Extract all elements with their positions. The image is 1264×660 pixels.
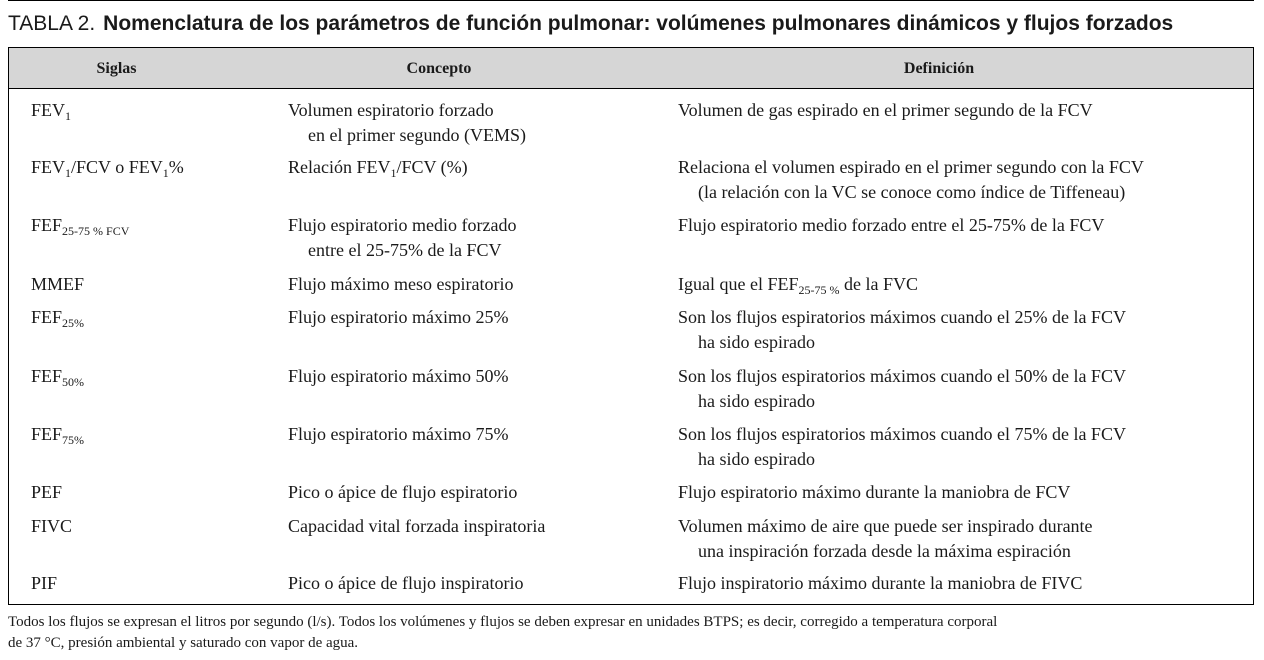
header-definicion: Definición [903,60,975,77]
table-title [8,8,1258,39]
subscript: 25-75 % FCV [62,224,130,238]
cell-line: Flujo espiratorio máximo 25% [288,307,509,327]
cell-line: Son los flujos espiratorios máximos cuando el 50% de la FCV [678,366,1126,386]
cell-concepto [288,571,523,596]
cell-sigla: $FEF_{25\%}$ [31,307,85,330]
cell-line: ha sido espirado [698,391,815,411]
cell-sigla: $FEV_1$ [31,100,72,123]
cell-line: Pico o ápice de flujo espiratorio [288,482,518,502]
cell-line: Relación $FEV_1$/FCV (%) [288,157,468,180]
cell-line: Volumen máximo de aire que puede ser inspirado durante [678,516,1093,536]
cell-line: (la relación con la VC se conoce como índice de Tiffeneau) [698,182,1126,202]
cell-sigla: $FEF_{50\%}$ [31,366,85,389]
subscript: 1 [162,166,169,180]
cell-definicion [678,98,1093,123]
cell-sigla: PIF [31,573,58,593]
cell-concepto [288,422,508,447]
cell-sigla: $FEF_{25-75 \% FCV}$ [31,215,130,238]
cell-sigla: PEF [31,482,63,502]
cell-line: Flujo espiratorio máximo 75% [288,424,509,444]
cell-line: Igual que el $FEF_{25-75 \%}$ de la FVC [678,274,918,297]
cell-line: Pico o ápice de flujo inspiratorio [288,573,524,593]
cell-line: una inspiración forzada desde la máxima espiración [698,541,1071,561]
cell-sigla: FIVC [31,516,73,536]
footnote [8,612,1258,654]
subscript: 1 [65,166,72,180]
cell-line: Flujo espiratorio máximo 50% [288,366,509,386]
cell-line: Flujo espiratorio medio forzado [288,215,517,235]
subscript: 25% [62,316,85,330]
cell-line: Volumen de gas espirado en el primer segundo de la FCV [678,100,1093,120]
cell-concepto [288,480,517,505]
cell-sigla: $FEV_1$/FCV o $FEV_1\%$ [31,157,184,180]
cell-sigla: $FEF_{75\%}$ [31,424,85,447]
title-rule [8,0,1254,1]
cell-definicion [678,571,1082,596]
cell-definicion [678,305,1126,355]
cell-line: Flujo espiratorio máximo durante la maniobra de FCV [678,482,1071,502]
cell-definicion [678,480,1070,505]
subscript: 1 [65,109,72,123]
cell-sigla: MMEF [31,274,85,294]
cell-line: Capacidad vital forzada inspiratoria [288,516,546,536]
subscript: 25-75 % [798,283,840,297]
cell-line: Flujo espiratorio medio forzado entre el 25-75% de la FCV [678,215,1105,235]
data-table [8,47,1254,605]
cell-definicion [678,155,1144,205]
cell-concepto [288,272,513,297]
cell-line: en el primer segundo (VEMS) [308,125,526,145]
cell-definicion [678,514,1093,564]
table-header [9,48,1253,89]
cell-concepto [288,98,526,148]
cell-line: Flujo inspiratorio máximo durante la maniobra de FIVC [678,573,1083,593]
table-caption: Nomenclatura de los parámetros de función pulmonar: volúmenes pulmonares dinámicos y flujos forzados [103,12,1174,35]
subscript: 75% [62,433,85,447]
cell-definicion [678,213,1104,238]
cell-concepto [288,514,545,539]
cell-definicion [678,422,1126,472]
subscript: 50% [62,375,85,389]
cell-line: Volumen espiratorio forzado [288,100,494,120]
cell-line: entre el 25-75% de la FCV [308,240,502,260]
cell-line: ha sido espirado [698,449,815,469]
table-label: TABLA 2. [8,12,96,35]
cell-definicion [678,272,918,297]
cell-concepto [288,364,508,389]
cell-line: Relaciona el volumen espirado en el primer segundo con la FCV [678,157,1144,177]
footnote-line-2: de 37 °C, presión ambiental y saturado con vapor de agua. [8,635,359,651]
cell-concepto [288,213,516,263]
footnote-line-1: Todos los flujos se expresan el litros por segundo (l/s). Todos los volúmenes y flujos se deben expresar en unidades BTPS; es decir, corregido a temperatura corporal [8,614,998,630]
cell-line: Flujo máximo meso espiratorio [288,274,514,294]
cell-concepto [288,155,468,180]
cell-line: Son los flujos espiratorios máximos cuando el 25% de la FCV [678,307,1126,327]
cell-line: ha sido espirado [698,332,815,352]
header-concepto: Concepto [406,60,472,77]
subscript: 1 [390,166,397,180]
cell-definicion [678,364,1126,414]
cell-concepto [288,305,508,330]
header-siglas: Siglas [96,60,137,77]
cell-line: Son los flujos espiratorios máximos cuando el 75% de la FCV [678,424,1126,444]
